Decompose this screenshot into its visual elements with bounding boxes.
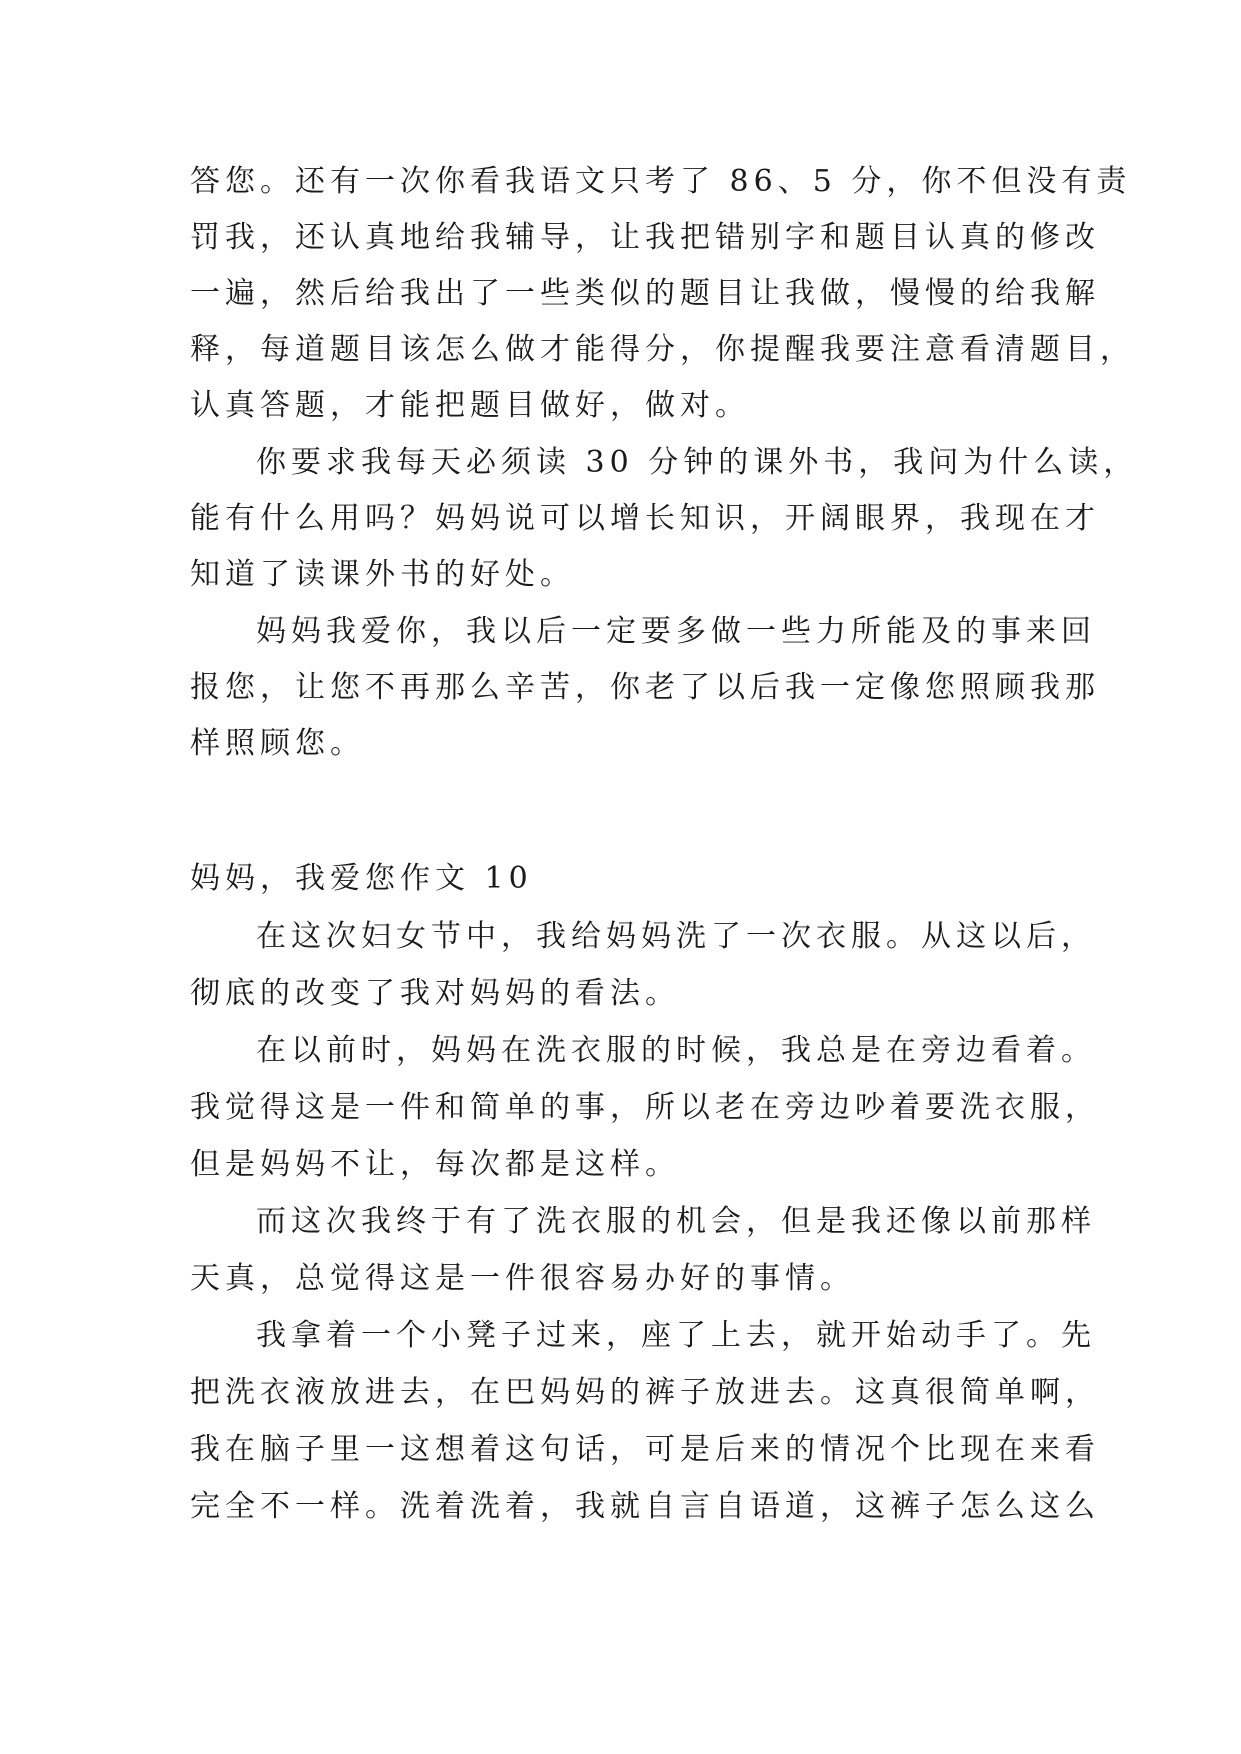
text-line: 一遍，然后给我出了一些类似的题目让我做，慢慢的给我解: [190, 276, 1100, 311]
paragraph-first-line: 在这次妇女节中，我给妈妈洗了一次衣服。从这以后，: [256, 919, 1096, 954]
text-line: 把洗衣液放进去，在巴妈妈的裤子放进去。这真很简单啊，: [190, 1375, 1100, 1410]
text-line: 知道了读课外书的好处。: [190, 557, 575, 592]
text-line: 能有什么用吗？妈妈说可以增长知识，开阔眼界，我现在才: [190, 501, 1100, 536]
text-line: 答您。还有一次你看我语文只考了 86、5 分，你不但没有责: [190, 164, 1132, 199]
text-line: 报您，让您不再那么辛苦，你老了以后我一定像您照顾我那: [190, 670, 1100, 705]
text-line: 天真，总觉得这是一件很容易办好的事情。: [190, 1261, 855, 1296]
text-line: 罚我，还认真地给我辅导，让我把错别字和题目认真的修改: [190, 220, 1100, 255]
text-line: 彻底的改变了我对妈妈的看法。: [190, 976, 680, 1011]
text-line: 样照顾您。: [190, 726, 365, 761]
paragraph-first-line: 妈妈我爱你，我以后一定要多做一些力所能及的事来回: [256, 614, 1096, 649]
text-line: 认真答题，才能把题目做好，做对。: [190, 388, 750, 423]
paragraph-first-line: 你要求我每天必须读 30 分钟的课外书，我问为什么读，: [256, 445, 1139, 480]
text-line: 完全不一样。洗着洗着，我就自言自语道，这裤子怎么这么: [190, 1489, 1100, 1524]
paragraph-first-line: 我拿着一个小凳子过来，座了上去，就开始动手了。先: [256, 1318, 1096, 1353]
paragraph-first-line: 在以前时，妈妈在洗衣服的时候，我总是在旁边看着。: [256, 1033, 1096, 1068]
paragraph-first-line: 而这次我终于有了洗衣服的机会，但是我还像以前那样: [256, 1204, 1096, 1239]
text-line: 但是妈妈不让，每次都是这样。: [190, 1147, 680, 1182]
essay-title: 妈妈，我爱您作文 10: [190, 861, 533, 896]
text-line: 我在脑子里一这想着这句话，可是后来的情况个比现在来看: [190, 1432, 1100, 1467]
text-line: 我觉得这是一件和简单的事，所以老在旁边吵着要洗衣服，: [190, 1090, 1100, 1125]
text-line: 释，每道题目该怎么做才能得分，你提醒我要注意看清题目，: [190, 332, 1135, 367]
